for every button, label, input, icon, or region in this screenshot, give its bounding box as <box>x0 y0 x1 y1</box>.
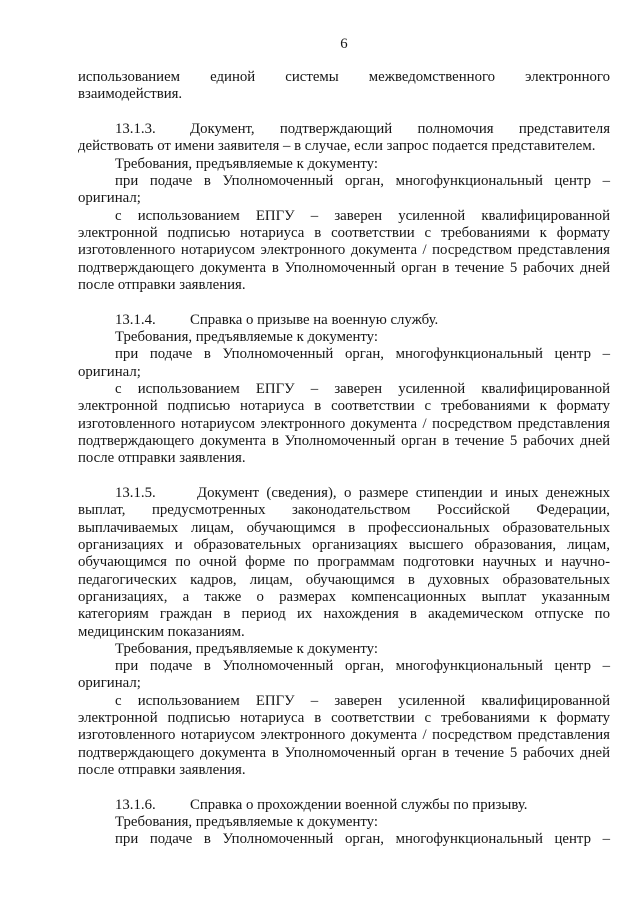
section-number: 13.1.5. <box>115 484 156 501</box>
section-title-line: организациях, а также о размерах компенсационных выплат указанным <box>78 588 610 605</box>
section-title-text: Справка о призыве на военную службу. <box>190 311 439 328</box>
section-title-line: организациях и образовательных организациях высшего образования, лицам, <box>78 536 610 553</box>
epgu-requirement-line: электронной подписью нотариуса в соответствии с требованиями к формату <box>78 710 610 727</box>
section-title-line <box>78 797 610 814</box>
section-13-1-3 <box>78 121 610 294</box>
section-title-line <box>78 312 610 329</box>
intro-paragraph <box>78 69 610 104</box>
in-person-requirement-line: при подаче в Уполномоченный орган, многофункциональный центр – <box>115 831 610 848</box>
epgu-requirement-line: подтверждающего документа в Уполномоченный орган в течение 5 рабочих дней <box>78 744 610 761</box>
section-title-line: медицинским показаниям. <box>78 623 245 640</box>
epgu-requirement-line: изготовленного нотариусом электронного документа / посредством представления <box>78 415 610 432</box>
in-person-requirement-line: оригинал; <box>78 363 141 380</box>
section-title-line <box>78 485 610 502</box>
paragraph-spacer <box>78 294 610 311</box>
epgu-requirement-line: электронной подписью нотариуса в соответствии с требованиями к формату <box>78 398 610 415</box>
section-title-line: выплачиваемых лицам, обучающимся в профессиональных образовательных <box>78 519 610 536</box>
epgu-requirement-line: с использованием ЕПГУ – заверен усиленной квалифицированной <box>115 380 610 397</box>
in-person-requirement-line: при подаче в Уполномоченный орган, многофункциональный центр – <box>115 172 610 189</box>
in-person-requirement-line: при подаче в Уполномоченный орган, многофункциональный центр – <box>115 346 610 363</box>
section-title-line: выплат, предусмотренных законодательством Российской Федерации, <box>78 502 610 519</box>
paragraph-spacer <box>78 779 610 796</box>
epgu-requirement-line: с использованием ЕПГУ – заверен усиленной квалифицированной <box>115 692 610 709</box>
paragraph-spacer <box>78 468 610 485</box>
page-number: 6 <box>340 36 348 52</box>
epgu-requirement-line: после отправки заявления. <box>78 276 246 293</box>
requirements-heading: Требования, предъявляемые к документу: <box>115 814 378 831</box>
in-person-requirement-line: при подаче в Уполномоченный орган, многофункциональный центр – <box>115 658 610 675</box>
epgu-requirement-line: после отправки заявления. <box>78 450 246 467</box>
section-number: 13.1.3. <box>115 120 156 137</box>
epgu-requirement-line: подтверждающего документа в Уполномоченный орган в течение 5 рабочих дней <box>78 432 610 449</box>
epgu-requirement-line: после отправки заявления. <box>78 762 246 779</box>
intro-line: взаимодействия. <box>78 86 183 103</box>
section-title-line: обучающимся по очной форме по программам подготовки научных и научно- <box>78 554 610 571</box>
document-body <box>78 69 610 849</box>
section-title-text: Документ, подтверждающий полномочия представителя <box>190 120 610 137</box>
section-title-line: педагогических кадров, лицам, обучающимся в духовных образовательных <box>78 571 610 588</box>
section-title-text: Документ (сведения), о размере стипендии и иных денежных <box>197 484 610 501</box>
section-13-1-6 <box>78 797 610 849</box>
epgu-requirement-line: изготовленного нотариусом электронного документа / посредством представления <box>78 242 610 259</box>
section-number: 13.1.6. <box>115 796 156 813</box>
paragraph-spacer <box>78 104 610 121</box>
section-13-1-5 <box>78 485 610 780</box>
section-title-line: категориям граждан в период их нахождения в академическом отпуске по <box>78 606 610 623</box>
section-title-line: действовать от имени заявителя – в случае, если запрос подается представителем. <box>78 138 596 155</box>
epgu-requirement-line: электронной подписью нотариуса в соответствии с требованиями к формату <box>78 224 610 241</box>
requirements-heading: Требования, предъявляемые к документу: <box>115 155 378 172</box>
section-title-text: Справка о прохождении военной службы по призыву. <box>190 796 528 813</box>
epgu-requirement-line: подтверждающего документа в Уполномоченный орган в течение 5 рабочих дней <box>78 259 610 276</box>
section-number: 13.1.4. <box>115 311 156 328</box>
requirements-heading: Требования, предъявляемые к документу: <box>115 640 378 657</box>
in-person-requirement-line: оригинал; <box>78 675 141 692</box>
section-13-1-4 <box>78 312 610 468</box>
epgu-requirement-line: изготовленного нотариусом электронного документа / посредством представления <box>78 727 610 744</box>
in-person-requirement-line: оригинал; <box>78 190 141 207</box>
section-title-line <box>78 121 610 138</box>
epgu-requirement-line: с использованием ЕПГУ – заверен усиленной квалифицированной <box>115 207 610 224</box>
requirements-heading: Требования, предъявляемые к документу: <box>115 328 378 345</box>
intro-line: использованием единой системы межведомственного электронного <box>78 69 610 85</box>
